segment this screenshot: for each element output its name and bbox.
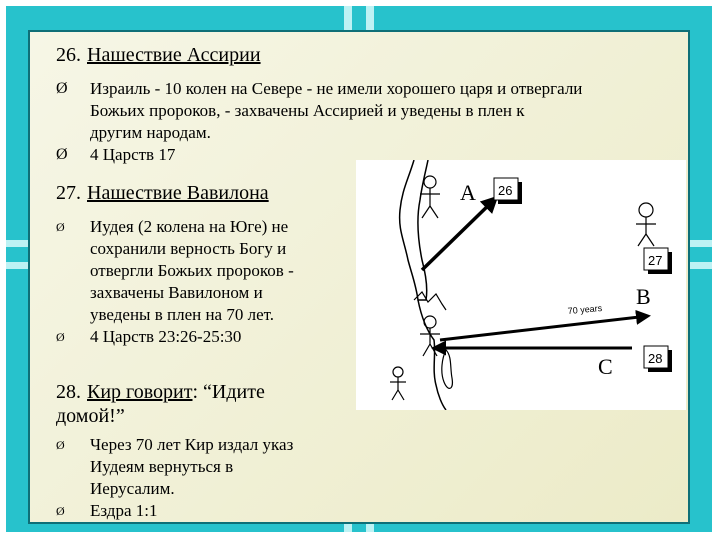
arrow-bullet-icon: Ø (56, 438, 65, 452)
text-line: Иудеям вернуться в (90, 457, 234, 476)
figure-east (636, 203, 656, 246)
arrow-bullet-icon: Ø (56, 146, 68, 163)
text-line: Израиль - 10 колен на Севере - не имели хорошего царя и отвергали (90, 79, 583, 98)
section-number: 27. (56, 182, 81, 204)
arrow-bullet-icon: Ø (56, 504, 65, 518)
arrow-bullet-icon: Ø (56, 80, 68, 97)
bullet-text (90, 78, 582, 144)
figure-judea (420, 316, 440, 356)
section-number: 28. (56, 381, 81, 403)
frame-stripe (6, 240, 28, 247)
section-27-heading (56, 182, 269, 205)
box-26-label: 26 (498, 183, 513, 198)
section-26-heading (56, 44, 261, 67)
frame-stripe (690, 240, 712, 247)
text-line: сохранили верность Богу и (90, 239, 287, 258)
bullet-text: 4 Царств 23:26-25:30 (90, 327, 242, 346)
section-title: Нашествие Ассирии (87, 44, 261, 66)
text-line: Иудея (2 колена на Юге) не (90, 217, 289, 236)
figure-south (390, 367, 406, 400)
text-line: отвергли Божьих пророков - (90, 261, 294, 280)
list-item (56, 434, 356, 500)
map-svg (356, 160, 686, 410)
box-28-label: 28 (648, 351, 663, 366)
text-line: захвачены Вавилоном и (90, 283, 263, 302)
list-item (56, 216, 356, 326)
arrow-b (440, 316, 648, 340)
arrow-bullet-icon: Ø (56, 220, 65, 234)
frame-stripe (6, 262, 28, 269)
text-line: другим народам. (90, 123, 211, 142)
text-line: Через 70 лет Кир издал указ (90, 435, 294, 454)
section-title: Кир говорит (87, 381, 193, 403)
label-a: A (460, 180, 476, 205)
section-title-cont: : “Идите (192, 381, 265, 403)
section-title-line2: домой!” (56, 405, 125, 427)
list-item (56, 78, 686, 144)
frame-stripe (690, 262, 712, 269)
list-item (56, 326, 241, 348)
text-line: Божьих пророков, - захвачены Ассирией и уведены в плен к (90, 101, 525, 120)
arrow-b-label: 70 years (567, 303, 603, 316)
section-28-heading (56, 380, 265, 428)
arrow-bullet-icon: Ø (56, 330, 65, 344)
list-item (56, 500, 157, 522)
map-diagram (356, 160, 686, 410)
frame-stripe (366, 6, 374, 30)
bullet-text (90, 216, 294, 326)
bullet-text (90, 434, 293, 500)
section-number: 26. (56, 44, 81, 66)
dead-sea (442, 350, 453, 388)
label-b: B (636, 284, 651, 309)
list-item (56, 144, 175, 166)
arrow-a (422, 198, 496, 270)
section-title: Нашествие Вавилона (87, 182, 269, 204)
box-27-label: 27 (648, 253, 663, 268)
text-line: уведены в плен на 70 лет. (90, 305, 275, 324)
text-line: Иерусалим. (90, 479, 175, 498)
bullet-text: Ездра 1:1 (90, 501, 158, 520)
frame-stripe (344, 6, 352, 30)
label-c: C (598, 354, 613, 379)
bullet-text: 4 Царств 17 (90, 145, 176, 164)
